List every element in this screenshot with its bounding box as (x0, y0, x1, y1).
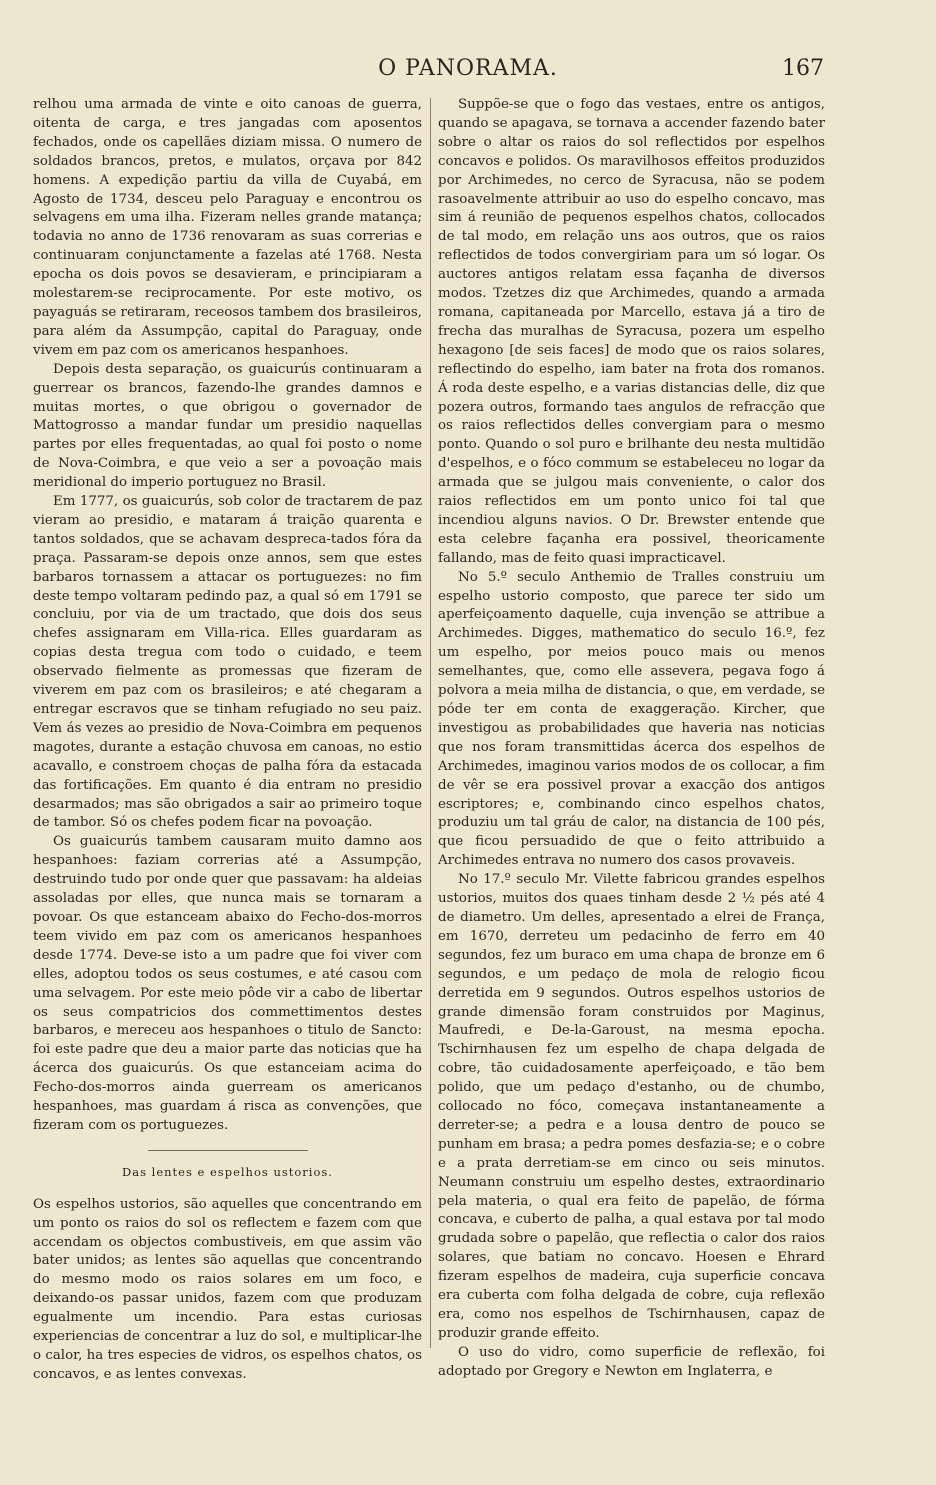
paragraph: Suppõe-se que o fogo das vestaes, entre os antigos, quando se apagava, se tornava a accender fazendo bater sobre o altar os raios do sol reflectidos por espelhos concavos e polidos. Os maravilhosos effeitos produzidos por Archimedes, no cerco de Syracusa, não se podem rasoavelmente attribuir ao uso do espelho concavo, mas sim á reunião de pequenos espelhos chatos, collocados de tal modo, em relação uns aos outros, que os raios reflectidos de todos convergiriam para um só logar. Os auctores antigos relatam essa façanha de diversos modos. Tzetzes diz que Archimedes, quando a armada romana, capitaneada por Marcello, estava já a tiro de frecha das muralhas de Syracusa, pozera um espelho hexagono [de seis faces] de modo que os raios solares, reflectindo do espelho, iam bater na frota dos romanos. Á roda deste espelho, e a varias distancias delle, diz que pozera outros, formando taes angulos de refracção que os raios reflectidos delles convergiam para o mesmo ponto. Quando o sol puro e brilhante deu nesta multidão d'espelhos, e o fóco commum se estabeleceu no logar da armada que se julgou mais conveniente, o calor dos raios reflectidos em um ponto unico foi tal que incendiou alguns navios. O Dr. Brewster entende que esta celebre façanha era possivel, theoricamente fallando, mas de feito quasi impracticavel. (438, 97, 825, 566)
paragraph: Os espelhos ustorios, são aquelles que concentrando em um ponto os raios do sol os reflectem e fazem com que accendam os objectos combustiveis, em que assim vão bater unidos; as lentes são aquellas que concentrando do mesmo modo os raios solares em um foco, e deixando-os passar unidos, fazem com que produzam egualmente um incendio. Para estas curiosas experiencias de concentrar a luz do sol, e multiplicar-lhe o calor, ha tres especies de vidros, os espelhos chatos, os concavos, e as lentes convexas. (33, 1196, 422, 1382)
left-column (33, 96, 422, 1385)
paragraph: No 17.º seculo Mr. Vilette fabricou grandes espelhos ustorios, muitos dos quaes tinham desde 2 ½ pés até 4 de diametro. Um delles, apresentado a elrei de França, em 1670, derreteu um pedacinho de ferro em 40 segundos, fez um buraco em uma chapa de bronze em 6 segundos, e um pedaço de mola de relogio ficou derretida em 9 segundos. Outros espelhos ustorios de grande dimensão foram construidos por Maginus, Maufredi, e De-la-Garoust, na mesma epocha. Tschirnhausen fez um espelho de chapa delgada de cobre, tão cuidadosamente aperfeiçoado, e tão bem polido, que um pedaço d'estanho, ou de chumbo, collocado no fóco, começava instantaneamente a derreter-se; a pedra e a lousa dentro de pouco se punham em brasa; a pedra pomes desfazia-se; e o cobre e a prata derretiam-se em cinco ou seis minutos. Neumann construiu um espelho destes, extraordinario pela materia, o qual era feito de papelão, de fórma concava, e cuberto de palha, a qual estava por tal modo grudada sobre o papelão, que reflectia o calor dos raios solares, que batiam no concavo. Hoesen e Ehrard fizeram espelhos de madeira, cuja superficie concava era cuberta com folha delgada de cobre, cuja reflexão era, como nos espelhos de Tschirnhausen, capaz de produzir grande effeito. (438, 872, 825, 1341)
page-number: 167 (782, 56, 824, 81)
paragraph: relhou uma armada de vinte e oito canoas de guerra, oitenta de carga, e tres jangadas com aposentos fechados, onde os capellães diziam missa. O numero de soldados brancos, pretos, e mulatos, orçava por 842 homens. A expedição partiu da villa de Cuyabá, em Agosto de 1734, desceu pelo Paraguay e encontrou os selvagens em uma ilha. Fizeram nelles grande matança; todavia no anno de 1736 renovaram as suas correrias e continuaram conjunctamente a fazelas até 1768. Nesta epocha os dois povos se desavieram, e principiaram a molestarem-se reciprocamente. Por este motivo, os payaguás se retiraram, receosos tambem dos brasileiros, para além da Assumpção, capital do Paraguay, onde vivem em paz com os americanos hespanhoes. (33, 97, 422, 358)
right-column (438, 96, 825, 1382)
paragraph: Os guaicurús tambem causaram muito damno aos hespanhoes: faziam correrias até a Assumpção, destruindo tudo por onde quer que passavam: ha aldeias assoladas por elles, que nunca mais se tornaram a povoar. Os que estanceam abaixo do Fecho-dos-morros teem vivido em paz com os americanos hespanhoes desde 1774. Deve-se isto a um padre que foi viver com elles, adoptou todos os seus costumes, e até casou com uma selvagem. Por este meio pôde vir a cabo de libertar os seus compatricios dos commettimentos destes barbaros, e mereceu aos hespanhoes o titulo de Sancto: foi este padre que deu a maior parte das noticias que ha ácerca dos guaicurús. Os que estanceiam acima do Fecho-dos-morros ainda guerream os americanos hespanhoes, mas guardam á risca as convenções, que fizeram com os portuguezes. (33, 834, 422, 1133)
section-heading: Das lentes e espelhos ustorios. (122, 1164, 333, 1179)
paragraph: Depois desta separação, os guaicurús continuaram a guerrear os brancos, fazendo-lhe grandes damnos e muitas mortes, o que obrigou o governador de Mattogrosso a mandar fundar um presidio naquellas partes por elles frequentadas, ao qual foi posto o nome de Nova-Coimbra, e que veio a ser a povoação mais meridional do imperio portuguez no Brasil. (33, 361, 422, 491)
paragraph: No 5.º seculo Anthemio de Tralles construiu um espelho ustorio composto, que parece ter sido um aperfeiçoamento daquelle, cuja invenção se attribue a Archimedes. Digges, mathematico do seculo 16.º, fez um espelho, por meios pouco mais ou menos semelhantes, que, como elle assevera, pegava fogo á polvora a meia milha de distancia, o que, em verdade, se póde ter em conta de exaggeração. Kircher, que investigou as probabilidades que haveria nas noticias que nos foram transmittidas ácerca dos espelhos de Archimedes, imaginou varios modos de os collocar, a fim de vêr se era possivel provar a exacção dos antigos escriptores; e, combinando cinco espelhos chatos, produziu um tal gráu de calor, na distancia de 100 pés, que ficou persuadido de que o feito attribuido a Archimedes entrava no numero dos casos provaveis. (438, 569, 825, 869)
running-head (0, 56, 936, 96)
paragraph: O uso do vidro, como superficie de reflexão, foi adoptado por Gregory e Newton em Inglaterra, e (438, 1344, 825, 1379)
paragraph: Em 1777, os guaicurús, sob color de tractarem de paz vieram ao presidio, e mataram á traição quarenta e tantos soldados, que se achavam despreca-tados fóra da praça. Passaram-se depois onze annos, sem que estes barbaros tornassem a attacar os portuguezes: no fim deste tempo voltaram pedindo paz, a qual só em 1791 se concluiu, por via de um tractado, que dois dos seus chefes assignaram em Villa-rica. Elles guardaram as copias desta tregua com todo o cuidado, e teem observado fielmente as promessas que fizeram de viverem em paz com os brasileiros; e até chegaram a entregar escravos que se tinham refugiado no seu paiz. Vem ás vezes ao presidio de Nova-Coimbra em pequenos magotes, durante a estação chuvosa em canoas, no estio acavallo, e constroem choças de palha fóra da estacada das fortificações. Em quanto é dia entram no presidio desarmados; mas são obrigados a sair ao primeiro toque de tambor. Só os chefes podem ficar na povoação. (33, 494, 422, 831)
section-divider (148, 1150, 308, 1151)
publication-title: O PANORAMA. (378, 56, 558, 81)
column-divider (430, 98, 431, 1348)
